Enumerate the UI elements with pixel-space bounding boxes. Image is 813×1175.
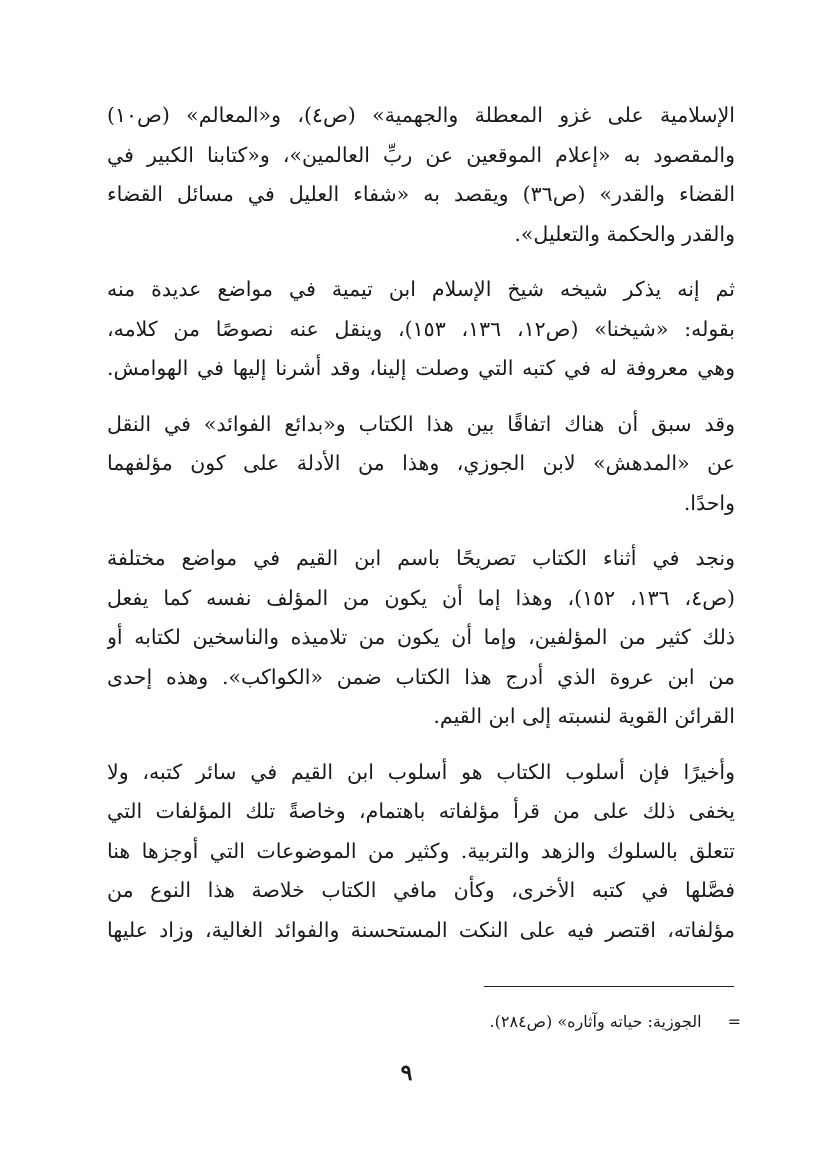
footnote-text: الجوزية: حياته وآثاره» (ص٢٨٤).	[489, 1012, 702, 1031]
paragraph-5	[107, 753, 735, 951]
paragraph-4	[107, 539, 735, 737]
text-line: تتعلق بالسلوك والزهد والتربية. وكثير من الموضوعات التي أوجزها هنا	[107, 838, 735, 863]
text-line: ذلك كثير من المؤلفين، وإما أن يكون من تلاميذه والناسخين لكتابه أو	[107, 625, 735, 649]
text-line: والمقصود به «إعلام الموقعين عن ربِّ العالمين»، و«كتابنا الكبير في	[107, 142, 735, 167]
text-line: يخفى ذلك على من قرأ مؤلفاته باهتمام، وخاصةً تلك المؤلفات التي	[107, 799, 735, 823]
text-line: من ابن عروة الذي أدرج هذا الكتاب ضمن «الكواكب». وهذه إحدى	[107, 664, 735, 689]
text-line: مؤلفاته، اقتصر فيه على النكت المستحسنة والفوائد الغالية، وزاد عليها	[107, 917, 735, 942]
paragraph-1	[107, 96, 735, 254]
text-line: القضاء والقدر» (ص٣٦) ويقصد به «شفاء العليل في مسائل القضاء	[107, 182, 735, 206]
text-line: بقوله: «شيخنا» (ص١٢، ١٣٦، ١٥٣)، وينقل عنه نصوصًا من كلامه،	[107, 316, 735, 341]
paragraph-3	[107, 405, 735, 524]
text-line: فصَّلها في كتبه الأخرى، وكأن مافي الكتاب خلاصة هذا النوع من	[107, 878, 735, 902]
text-line: ثم إنه يذكر شيخه شيخ الإسلام ابن تيمية في مواضع عديدة منه	[107, 277, 735, 301]
footnote	[300, 1008, 741, 1036]
footnote-marker: =	[727, 1012, 741, 1031]
text-line: الإسلامية على غزو المعطلة والجهمية» (ص٤)، و«المعالم» (ص١٠)	[107, 103, 735, 127]
text-line: (ص٤، ١٣٦، ١٥٢)، وهذا إما أن يكون من المؤلف نفسه كما يفعل	[107, 585, 735, 610]
text-line: القرائن القوية لنسبته إلى ابن القيم.	[433, 704, 735, 728]
text-line: واحدًا.	[683, 490, 735, 515]
text-line: وأخيرًا فإن أسلوب الكتاب هو أسلوب ابن القيم في سائر كتبه، ولا	[107, 759, 735, 784]
text-line: عن «المدهش» لابن الجوزي، وهذا من الأدلة على كون مؤلفهما	[107, 451, 735, 475]
footnote-divider	[484, 986, 734, 987]
text-line: وقد سبق أن هناك اتفاقًا بين هذا الكتاب و«بدائع الفوائد» في النقل	[107, 411, 735, 436]
text-line: وهي معروفة له في كتبه التي وصلت إلينا، وقد أشرنا إليها في الهوامش.	[107, 356, 735, 380]
body-text	[107, 96, 735, 950]
paragraph-2	[107, 270, 735, 389]
text-line: ونجد في أثناء الكتاب تصريحًا باسم ابن القيم في مواضع مختلفة	[107, 546, 735, 570]
page-number: ٩	[400, 1060, 413, 1086]
text-line: والقدر والحكمة والتعليل».	[514, 221, 735, 246]
